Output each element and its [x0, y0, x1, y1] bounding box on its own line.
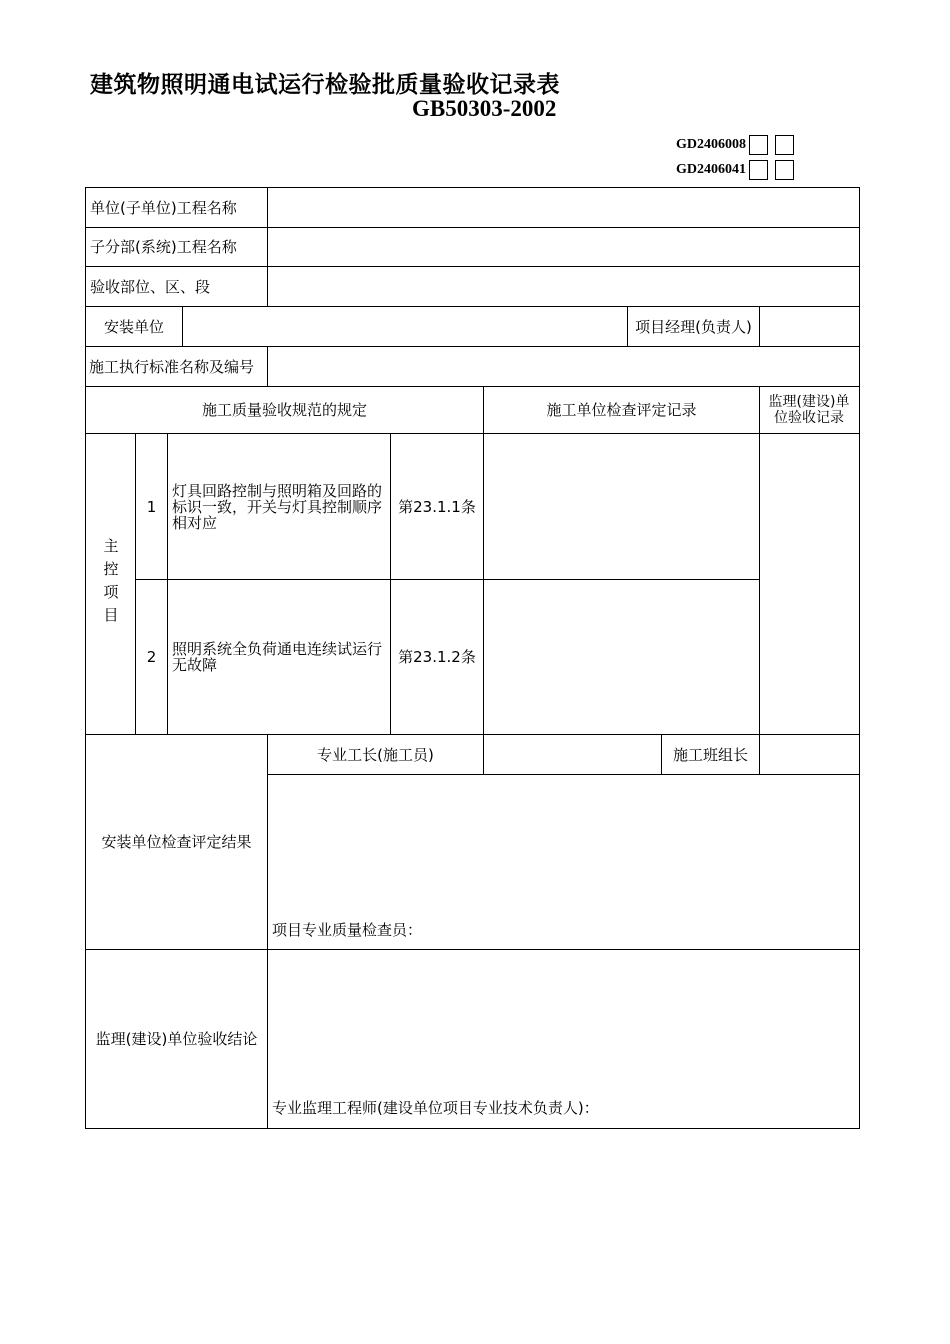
inspection-location-field[interactable]: [268, 267, 859, 306]
installer-field[interactable]: [183, 307, 627, 346]
item-1-number: 1: [146, 497, 157, 516]
foreman-label: 专业工长(施工员): [317, 745, 434, 764]
supervisor-record-header: 监理(建设)单位验收记录: [768, 394, 850, 426]
form-code-row-2: [676, 158, 794, 182]
standard-number: GB50303-2002: [412, 96, 557, 121]
installer-label: 安装单位: [103, 317, 164, 336]
item-1-contractor-record[interactable]: [484, 434, 759, 579]
team-leader-field[interactable]: [760, 735, 859, 774]
foreman-field[interactable]: [484, 735, 661, 774]
inspection-location-label: 验收部位、区、段: [90, 277, 211, 296]
code-checkbox-1b[interactable]: [775, 135, 794, 155]
item-1-text: 灯具回路控制与照明箱及回路的标识一致，开关与灯具控制顺序相对应: [172, 481, 383, 532]
sub-division-label: 子分部(系统)工程名称: [90, 238, 237, 256]
form-code-1: GD2406008: [676, 137, 746, 152]
unit-project-label: 单位(子单位)工程名称: [90, 198, 237, 217]
project-manager-field[interactable]: [760, 307, 859, 346]
item-2-number: 2: [146, 648, 157, 666]
item-2-contractor-record[interactable]: [484, 580, 759, 734]
code-checkbox-2a[interactable]: [749, 160, 768, 180]
sub-division-field[interactable]: [268, 228, 859, 266]
supervisor-engineer-label: 专业监理工程师(建设单位项目专业技术负责人)：: [272, 1099, 599, 1117]
code-checkbox-1a[interactable]: [749, 135, 768, 155]
code-checkbox-2b[interactable]: [775, 160, 794, 180]
contractor-record-header: 施工单位检查评定记录: [546, 401, 697, 419]
project-manager-label: 项目经理(负责人): [635, 317, 752, 336]
item-2-text: 照明系统全负荷通电连续试运行无故障: [172, 640, 383, 674]
form-title: 建筑物照明通电试运行检验批质量验收记录表: [90, 72, 560, 98]
main-items-group-label: [86, 434, 135, 734]
standard-name-label: 施工执行标准名称及编号: [89, 357, 255, 376]
form-code-2: GD2406041: [676, 162, 746, 177]
installer-result-label: 安装单位检查评定结果: [101, 833, 252, 851]
unit-project-field[interactable]: [268, 188, 859, 227]
supervisor-conclusion-label: 监理(建设)单位验收结论: [95, 1030, 258, 1048]
standard-name-field[interactable]: [268, 347, 859, 386]
spec-rule-header: 施工质量验收规范的规定: [201, 401, 367, 419]
team-leader-label: 施工班组长: [672, 745, 748, 764]
item-2-clause: 第23.1.2条: [398, 648, 476, 666]
item-1-clause: 第23.1.1条: [398, 497, 476, 516]
form-code-row-1: [676, 133, 794, 157]
quality-inspector-label: 项目专业质量检查员：: [272, 921, 423, 939]
main-items-group-text: 主控项目: [101, 538, 120, 630]
supervisor-record-field[interactable]: [760, 434, 859, 734]
